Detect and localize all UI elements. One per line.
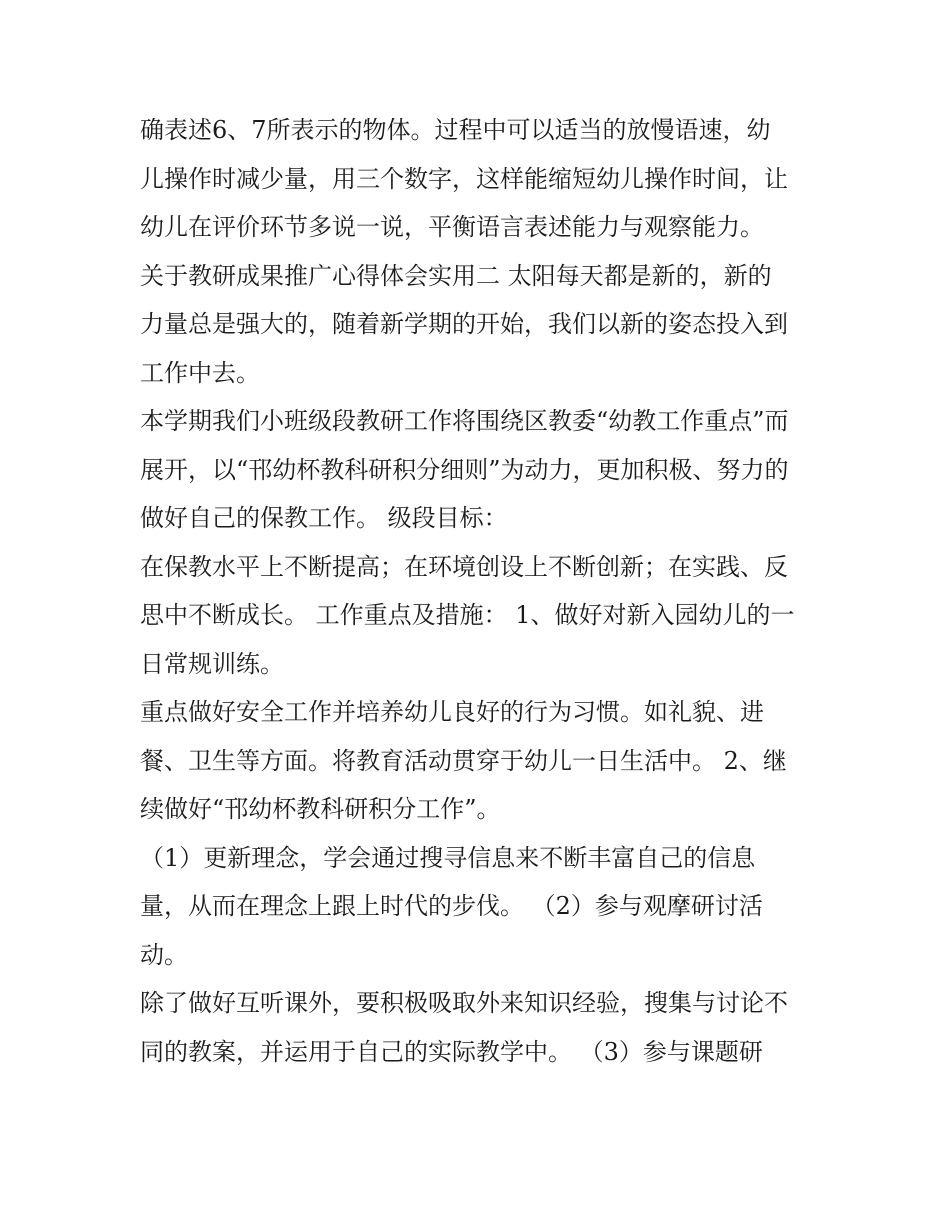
text-line: 重点做好安全工作并培养幼儿良好的行为习惯。如礼貌、进 — [140, 698, 764, 726]
text-line: 日常规训练。 — [140, 649, 284, 678]
text-line: 做好自己的保教工作。 级段目标： — [140, 504, 508, 532]
text-line: 量，从而在理念上跟上时代的步伐。 （2）参与观摩研讨活 — [140, 892, 763, 920]
paragraph-2 — [140, 252, 820, 398]
text-line: 动。 — [140, 940, 188, 969]
text-line: 本学期我们小班级段教研工作将围绕区教委“幼教工作重点”而 — [140, 407, 789, 435]
text-line: 力量总是强大的，随着新学期的开始，我们以新的姿态投入到 — [140, 310, 788, 338]
text-line: 展开，以“邗幼杯教科研积分细则”为动力，更加积极、努力的 — [140, 455, 789, 484]
text-line: 续做好“邗幼杯教科研积分工作”。 — [140, 795, 501, 823]
text-line: 确表述6、7所表示的物体。过程中可以适当的放慢语速，幼 — [140, 116, 771, 144]
document-body — [140, 106, 820, 1076]
text-line: 关于教研成果推广心得体会实用二 太阳每天都是新的，新的 — [140, 261, 772, 290]
paragraph-5 — [140, 688, 820, 834]
paragraph-7 — [140, 979, 820, 1076]
paragraph-4 — [140, 543, 820, 689]
text-line: 餐、卫生等方面。将教育活动贯穿于幼儿一日生活中。 2、继 — [140, 746, 787, 775]
paragraph-1 — [140, 106, 820, 252]
text-line: （1）更新理念，学会通过搜寻信息来不断丰富自己的信息 — [140, 843, 756, 872]
text-line: 幼儿在评价环节多说一说，平衡语言表述能力与观察能力。 — [140, 213, 764, 241]
text-line: 工作中去。 — [140, 358, 260, 387]
text-line: 思中不断成长。 工作重点及措施： 1、做好对新入园幼儿的一 — [140, 601, 795, 629]
text-line: 除了做好互听课外，要积极吸取外来知识经验，搜集与讨论不 — [140, 989, 788, 1017]
paragraph-3 — [140, 397, 820, 543]
paragraph-6 — [140, 834, 820, 980]
text-line: 在保教水平上不断提高；在环境创设上不断创新；在实践、反 — [140, 552, 788, 581]
text-line: 同的教案，并运用于自己的实际教学中。 （3）参与课题研 — [140, 1037, 763, 1066]
text-line: 儿操作时减少量，用三个数字，这样能缩短幼儿操作时间，让 — [140, 164, 788, 193]
